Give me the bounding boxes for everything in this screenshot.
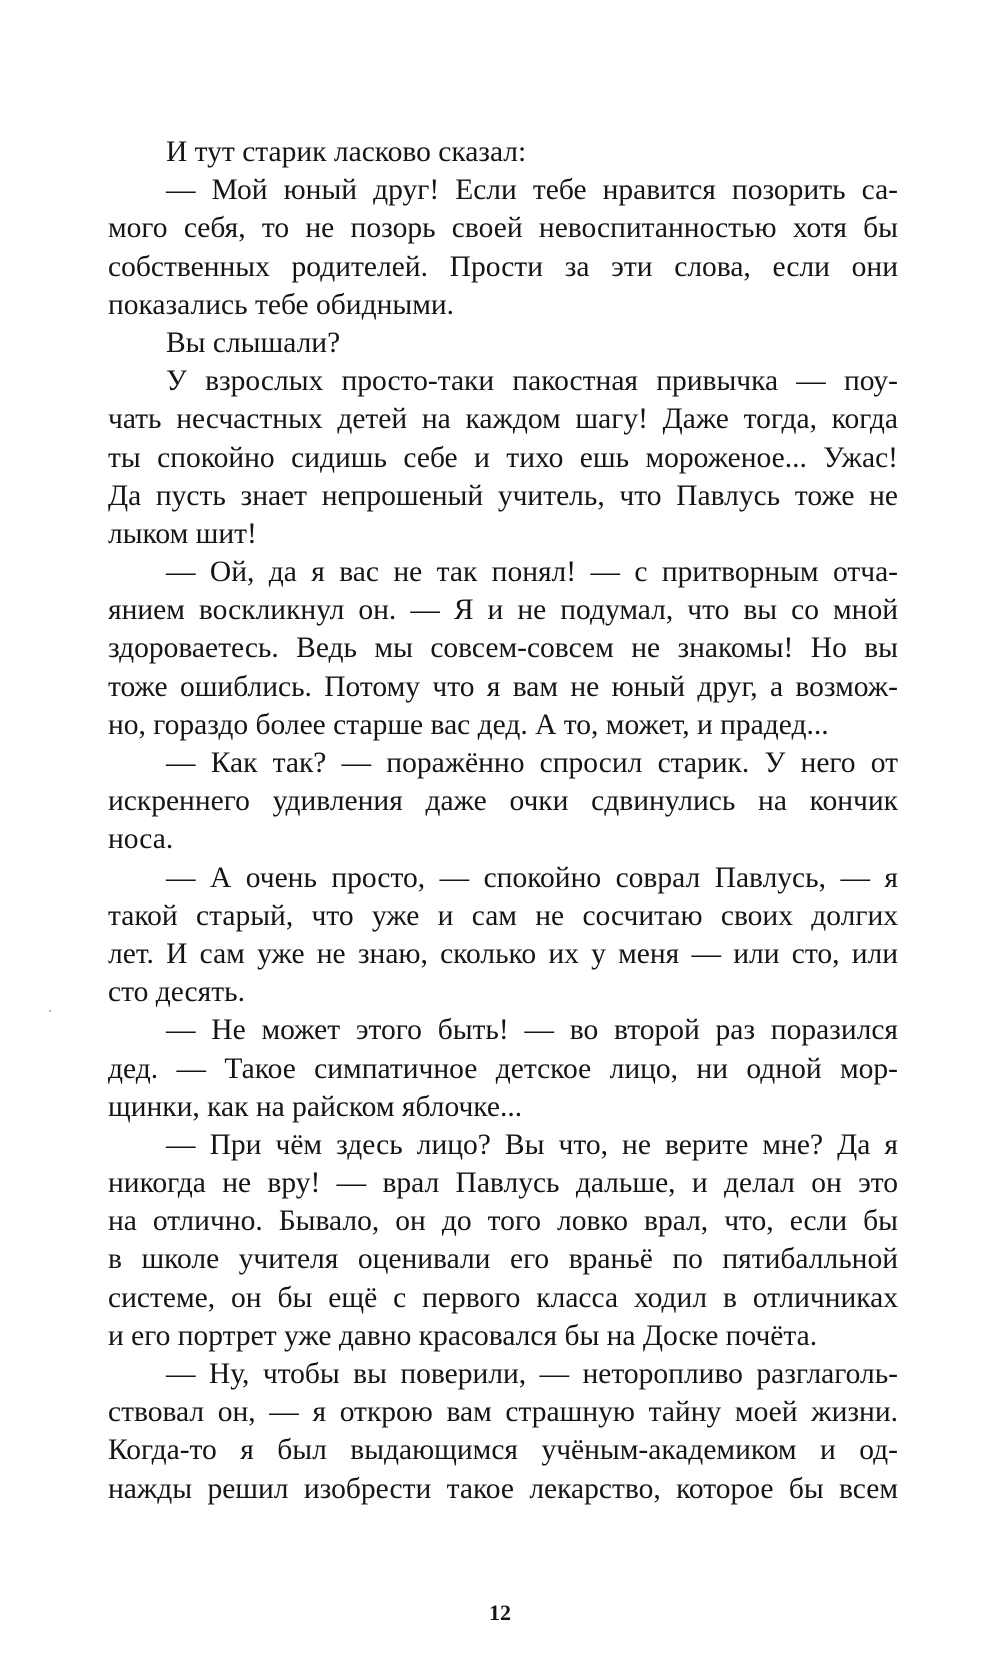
text-line: ствовал он, — я открою вам страшную тайну моей жизни.	[108, 1396, 898, 1429]
text-line: чать несчастных детей на каждом шагу! Даже тогда, когда	[108, 403, 898, 436]
text-line: щинки, как на райском яблочке...	[108, 1090, 523, 1123]
text-line: Да пусть знает непрошеный учитель, что Павлусь тоже не	[108, 479, 898, 512]
text-line: ты спокойно сидишь себе и тихо ешь мороженое... Ужас!	[108, 441, 898, 474]
text-line: Вы слышали?	[166, 326, 341, 359]
text-line: — А очень просто, — спокойно соврал Павлусь, — я	[166, 861, 898, 894]
text-line: искреннего удивления даже очки сдвинулись на кончик	[108, 785, 898, 818]
text-line: — Не может этого быть! — во второй раз поразился	[166, 1014, 898, 1047]
text-line: янием воскликнул он. — Я и не подумал, что вы со мной	[108, 594, 898, 627]
text-line: показались тебе обидными.	[108, 288, 455, 321]
body-text	[108, 133, 898, 1508]
text-line: и его портрет уже давно красовался бы на Доске почёта.	[108, 1319, 818, 1352]
text-line: — Мой юный друг! Если тебе нравится позорить са-	[166, 174, 898, 207]
text-line: мого себя, то не позорь своей невоспитанностью хотя бы	[108, 212, 898, 245]
text-line: лет. И сам уже не знаю, сколько их у меня — или сто, или	[108, 937, 898, 970]
text-line: — При чём здесь лицо? Вы что, не верите мне? Да я	[166, 1128, 898, 1161]
text-line: такой старый, что уже и сам не сосчитаю своих долгих	[108, 899, 898, 932]
text-line: на отлично. Бывало, он до того ловко врал, что, если бы	[108, 1205, 898, 1238]
text-line: — Ну, чтобы вы поверили, — неторопливо разглаголь-	[166, 1358, 898, 1390]
text-line: И тут старик ласково сказал:	[166, 136, 527, 168]
text-line: лыком шит!	[108, 517, 257, 550]
text-line: носа.	[108, 823, 174, 856]
print-speck	[49, 1010, 51, 1012]
text-line: Когда-то я был выдающимся учёным-академиком и од-	[108, 1434, 898, 1467]
text-line: дед. — Такое симпатичное детское лицо, ни одной мор-	[108, 1052, 898, 1085]
text-line: — Как так? — поражённо спросил старик. У него от	[166, 747, 898, 779]
text-line: здороваетесь. Ведь мы совсем-совсем не знакомы! Но вы	[108, 632, 898, 665]
text-line: — Ой, да я вас не так понял! — с притворным отча-	[166, 556, 898, 589]
text-line: в школе учителя оценивали его враньё по пятибалльной	[108, 1243, 898, 1276]
text-line: никогда не вру! — врал Павлусь дальше, и делал он это	[108, 1167, 898, 1200]
page-number: 12	[489, 1600, 511, 1625]
text-line: У взрослых просто-таки пакостная привычка — поу-	[166, 365, 898, 398]
text-line: системе, он бы ещё с первого класса ходил в отличниках	[108, 1281, 898, 1314]
text-line: сто десять.	[108, 976, 245, 1009]
text-line: но, гораздо более старше вас дед. А то, может, и прадед...	[108, 708, 829, 741]
text-line: собственных родителей. Прости за эти слова, если они	[108, 250, 898, 283]
text-line: тоже ошиблись. Потому что я вам не юный друг, а возмож-	[108, 670, 898, 703]
text-line: нажды решил изобрести такое лекарство, которое бы всем	[108, 1472, 898, 1505]
